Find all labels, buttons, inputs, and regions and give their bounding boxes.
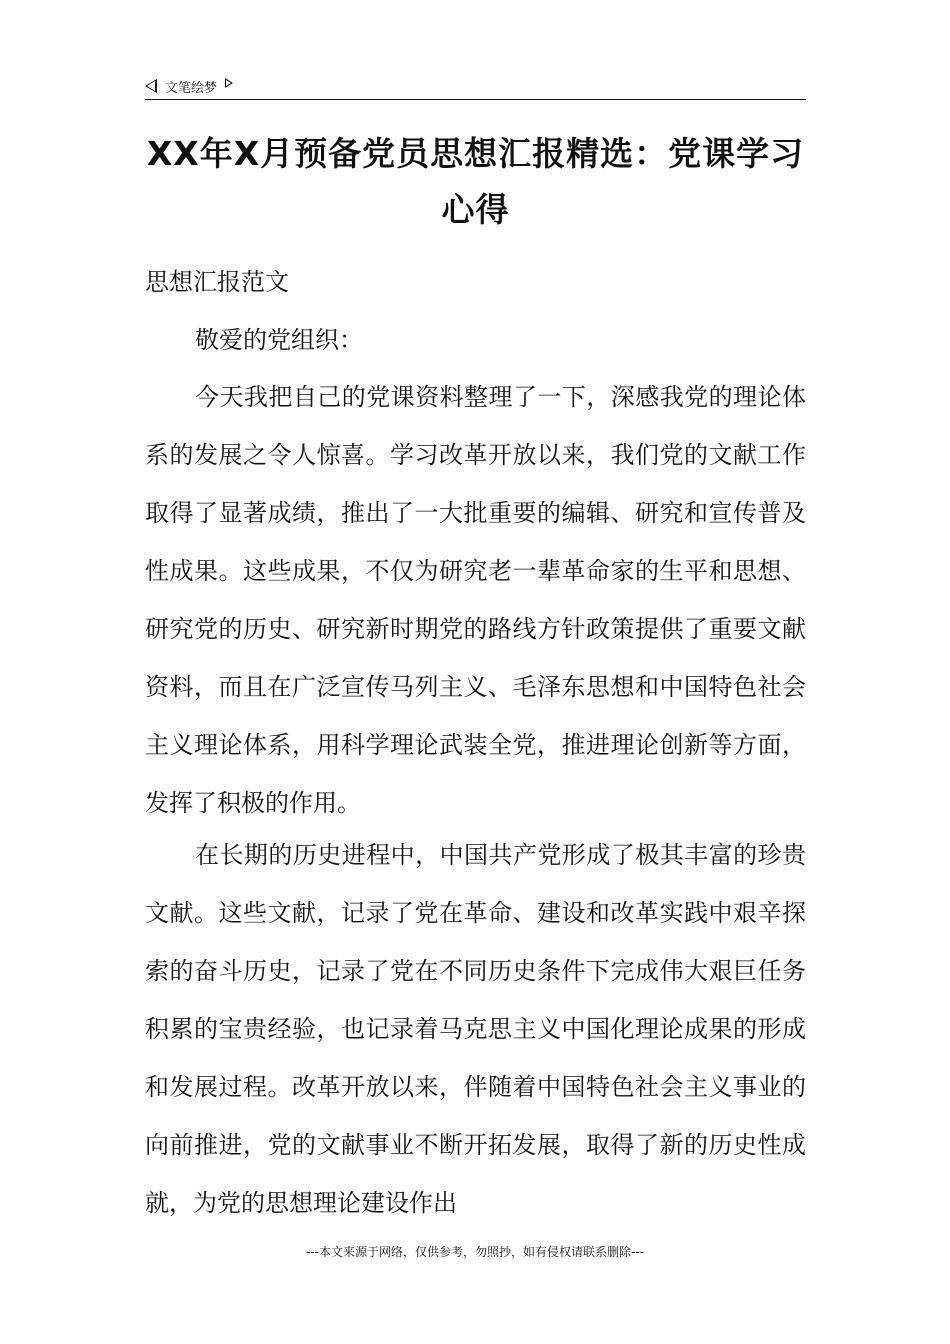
triangle-left-icon [145, 79, 157, 93]
header-divider [145, 99, 806, 100]
header-label: 文笔绘梦 [165, 80, 218, 96]
paragraph-2: 在长期的历史进程中，中国共产党形成了极其丰富的珍贵文献。这些文献，记录了党在革命、建设和改革实践中艰辛探索的奋斗历史，记录了党在不同历史条件下完成伟大艰巨任务积累的宝贵经验，也记录着马克思主义中国化理论成果的形成和发展过程。改革开放以来，伴随着中国特色社会主义事业的向前推进，党的文献事业不断开拓发展，取得了新的历史性成就，为党的思想理论建设作出 [145, 841, 806, 1217]
triangle-right-icon [225, 78, 233, 88]
footer-notice: ---本文来源于网络，仅供参考，勿照抄，如有侵权请联系删除--- [306, 1245, 644, 1259]
salutation: 敬爱的党组织： [195, 326, 363, 354]
paragraph-1: 今天我把自己的党课资料整理了一下，深感我党的理论体系的发展之令人惊喜。学习改革开放以来，我们党的文献工作取得了显著成绩，推出了一大批重要的编辑、研究和宣传普及性成果。这些成果，不仅为研究老一辈革命家的生平和思想、研究党的历史、研究新时期党的路线方针政策提供了重要文献资料，而且在广泛宣传马列主义、毛泽东思想和中国特色社会主义理论体系，用科学理论武装全党，推进理论创新等方面，发挥了积极的作用。 [145, 383, 806, 817]
document-title: XX年X月预备党员思想汇报精选：党课学习心得 [146, 134, 805, 229]
document-subtitle: 思想汇报范文 [145, 268, 289, 296]
page-header [145, 74, 806, 98]
